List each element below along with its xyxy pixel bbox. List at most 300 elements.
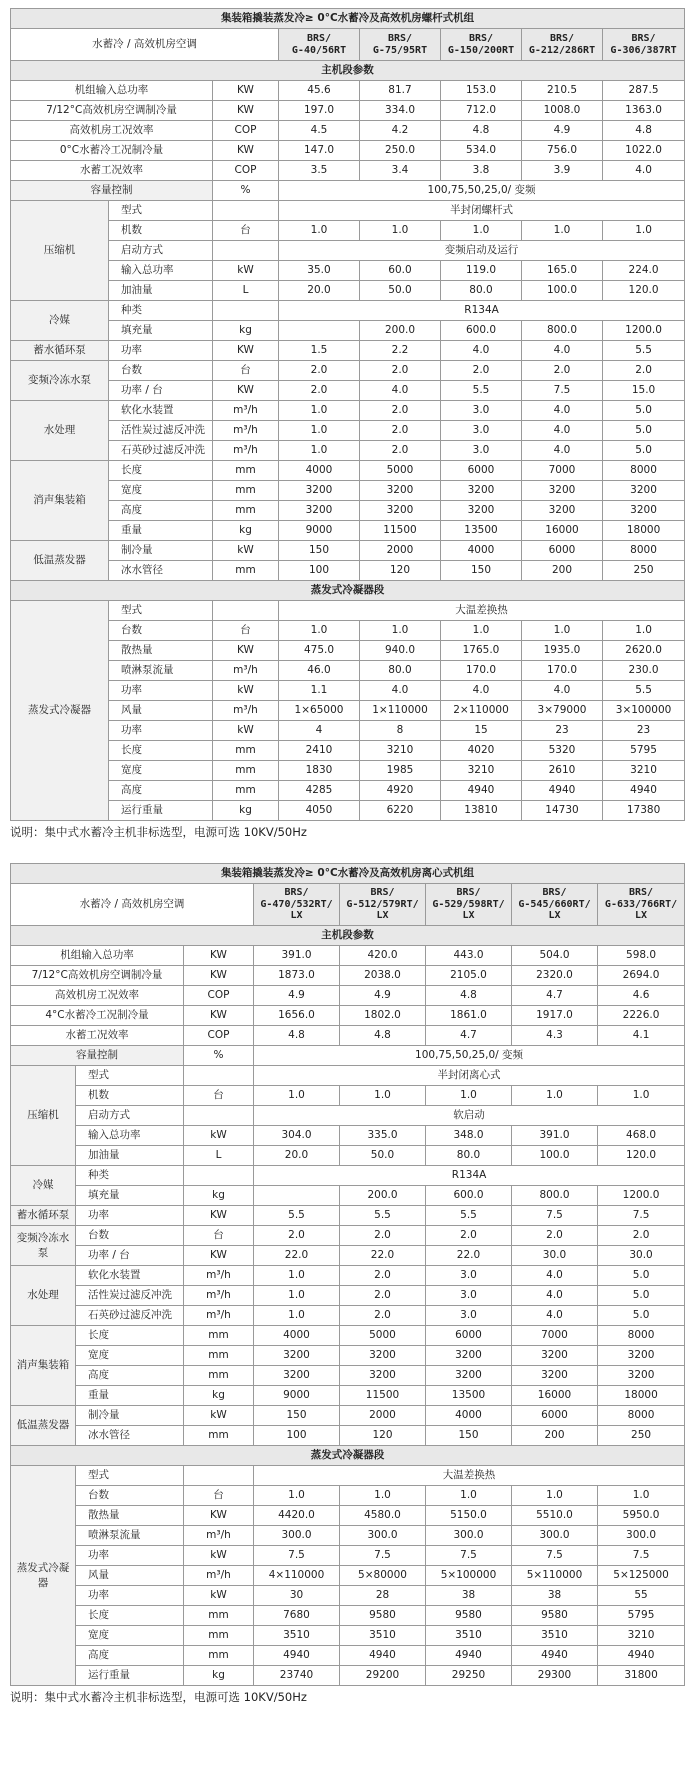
unit-cell: mm <box>184 1626 254 1646</box>
unit-cell: kg <box>184 1186 254 1206</box>
value-cell: 2610 <box>522 761 603 781</box>
value-cell: 3510 <box>512 1626 598 1646</box>
unit-cell: KW <box>184 1206 254 1226</box>
value-cell: 250.0 <box>360 141 441 161</box>
value-cell: 29200 <box>340 1666 426 1686</box>
value-cell: 13810 <box>441 801 522 821</box>
unit-cell: kW <box>184 1406 254 1426</box>
value-cell: 4285 <box>279 781 360 801</box>
section-row <box>11 926 685 946</box>
value-cell: 150 <box>279 541 360 561</box>
param-row <box>11 541 685 561</box>
unit-cell: kg <box>213 521 279 541</box>
value-cell: 7.5 <box>598 1206 685 1226</box>
value-cell: 3200 <box>603 501 685 521</box>
value-cell: 5.5 <box>441 381 522 401</box>
param-label: 活性炭过滤反冲洗 <box>76 1286 184 1306</box>
param-label: 型式 <box>109 201 213 221</box>
param-label: 机数 <box>76 1086 184 1106</box>
param-label: 散热量 <box>76 1506 184 1526</box>
group-label: 压缩机 <box>11 1066 76 1166</box>
param-row <box>11 1586 685 1606</box>
param-row <box>11 1006 685 1026</box>
value-cell: 4.0 <box>522 341 603 361</box>
value-cell: 1200.0 <box>598 1186 685 1206</box>
value-cell: 300.0 <box>340 1526 426 1546</box>
model-name: BRS/ G-512/579RT/ LX <box>340 884 426 926</box>
value-cell: 150 <box>254 1406 340 1426</box>
unit-cell: kW <box>213 261 279 281</box>
value-cell: 1.0 <box>598 1486 685 1506</box>
value-cell: 22.0 <box>426 1246 512 1266</box>
value-cell: 200.0 <box>360 321 441 341</box>
param-label: 长度 <box>109 461 213 481</box>
group-label: 消声集装箱 <box>11 1326 76 1406</box>
value-cell: 变频启动及运行 <box>279 241 685 261</box>
value-cell: 2.0 <box>340 1286 426 1306</box>
value-cell: 2694.0 <box>598 966 685 986</box>
value-cell: 4000 <box>279 461 360 481</box>
value-cell: 300.0 <box>254 1526 340 1546</box>
unit-cell: m³/h <box>184 1266 254 1286</box>
value-cell: 2.0 <box>279 361 360 381</box>
model-name: BRS/ G-633/766RT/ LX <box>598 884 685 926</box>
value-cell: 4×110000 <box>254 1566 340 1586</box>
value-cell: 3200 <box>512 1366 598 1386</box>
value-cell: 468.0 <box>598 1126 685 1146</box>
value-cell: 1200.0 <box>603 321 685 341</box>
param-row <box>11 1206 685 1226</box>
value-cell: 304.0 <box>254 1126 340 1146</box>
value-cell: 3×100000 <box>603 701 685 721</box>
value-cell: 80.0 <box>360 661 441 681</box>
value-cell: 2×110000 <box>441 701 522 721</box>
value-cell: 5.0 <box>598 1306 685 1326</box>
value-cell: 1.0 <box>426 1086 512 1106</box>
unit-cell: m³/h <box>184 1526 254 1546</box>
value-cell: 1.0 <box>254 1086 340 1106</box>
value-cell: 6000 <box>522 541 603 561</box>
param-label: 制冷量 <box>109 541 213 561</box>
value-cell: 5510.0 <box>512 1506 598 1526</box>
value-cell: 6220 <box>360 801 441 821</box>
value-cell: 2320.0 <box>512 966 598 986</box>
value-cell: 3.8 <box>441 161 522 181</box>
value-cell: 6000 <box>426 1326 512 1346</box>
param-label: 7/12°C高效机房空调制冷量 <box>11 966 184 986</box>
unit-cell: kW <box>213 681 279 701</box>
param-label: 高效机房工况效率 <box>11 986 184 1006</box>
value-cell: 120.0 <box>598 1146 685 1166</box>
value-cell: 2.0 <box>279 381 360 401</box>
table-title: 集装箱撬装蒸发冷≥ 0°C水蓄冷及高效机房离心式机组 <box>11 864 685 884</box>
group-label: 蒸发式冷凝器 <box>11 1466 76 1686</box>
param-row <box>11 1246 685 1266</box>
value-cell: 30.0 <box>598 1246 685 1266</box>
table-note-centrifugal: 说明：集中式水蓄冷主机非标选型，电源可选 10KV/50Hz <box>10 1690 307 1704</box>
model-name: BRS/ G-150/200RT <box>441 29 522 61</box>
value-cell: 598.0 <box>598 946 685 966</box>
unit-cell: KW <box>184 1006 254 1026</box>
value-cell: 4.0 <box>512 1286 598 1306</box>
value-cell: 15.0 <box>603 381 685 401</box>
header-label: 水蓄冷 / 高效机房空调 <box>11 884 254 926</box>
unit-cell: KW <box>213 141 279 161</box>
value-cell: 46.0 <box>279 661 360 681</box>
value-cell: 3210 <box>598 1626 685 1646</box>
param-row <box>11 221 685 241</box>
value-cell: 2.0 <box>360 421 441 441</box>
value-cell: 14730 <box>522 801 603 821</box>
param-label: 水蓄工况效率 <box>11 161 213 181</box>
unit-cell: KW <box>213 381 279 401</box>
value-cell: 2038.0 <box>340 966 426 986</box>
param-label: 散热量 <box>109 641 213 661</box>
unit-cell: COP <box>213 121 279 141</box>
unit-cell: m³/h <box>213 421 279 441</box>
value-cell: 119.0 <box>441 261 522 281</box>
section-row <box>11 61 685 81</box>
param-label: 长度 <box>109 741 213 761</box>
param-row <box>11 1106 685 1126</box>
unit-cell: mm <box>213 781 279 801</box>
value-cell: 1.0 <box>340 1486 426 1506</box>
param-row <box>11 1346 685 1366</box>
param-label: 填充量 <box>109 321 213 341</box>
value-cell: 287.5 <box>603 81 685 101</box>
value-cell: 2.0 <box>254 1226 340 1246</box>
param-label: 型式 <box>76 1066 184 1086</box>
model-name: BRS/ G-470/532RT/ LX <box>254 884 340 926</box>
value-cell: 16000 <box>522 521 603 541</box>
param-label: 台数 <box>76 1226 184 1246</box>
value-cell: 9000 <box>254 1386 340 1406</box>
param-label: 宽度 <box>109 481 213 501</box>
param-label: 4°C水蓄冷工况制冷量 <box>11 1006 184 1026</box>
unit-cell <box>184 1466 254 1486</box>
unit-cell: L <box>184 1146 254 1166</box>
value-cell: 5795 <box>598 1606 685 1626</box>
param-row <box>11 1286 685 1306</box>
value-cell: 1.0 <box>522 621 603 641</box>
value-cell: 4.0 <box>360 381 441 401</box>
unit-cell: mm <box>184 1646 254 1666</box>
section-title-main: 主机段参数 <box>11 926 685 946</box>
param-row <box>11 401 685 421</box>
param-row <box>11 1086 685 1106</box>
value-cell: 3200 <box>598 1346 685 1366</box>
value-cell: 81.7 <box>360 81 441 101</box>
value-cell: 4940 <box>340 1646 426 1666</box>
value-cell: 1022.0 <box>603 141 685 161</box>
group-label: 低温蒸发器 <box>11 1406 76 1446</box>
param-row <box>11 761 685 781</box>
unit-cell: mm <box>213 561 279 581</box>
value-cell: 230.0 <box>603 661 685 681</box>
value-cell: 5×110000 <box>512 1566 598 1586</box>
value-cell: 5×80000 <box>340 1566 426 1586</box>
value-cell: 4.0 <box>522 441 603 461</box>
param-label: 长度 <box>76 1606 184 1626</box>
unit-cell: 台 <box>184 1086 254 1106</box>
value-cell: 3200 <box>441 481 522 501</box>
param-label: 机数 <box>109 221 213 241</box>
value-cell: 2226.0 <box>598 1006 685 1026</box>
value-cell: 600.0 <box>441 321 522 341</box>
model-name: BRS/ G-40/56RT <box>279 29 360 61</box>
param-row <box>11 1146 685 1166</box>
value-cell: 4.0 <box>441 681 522 701</box>
value-cell: 4.0 <box>512 1266 598 1286</box>
value-cell: 4.9 <box>522 121 603 141</box>
value-cell: 200.0 <box>340 1186 426 1206</box>
param-row <box>11 641 685 661</box>
param-label: 冰水管径 <box>109 561 213 581</box>
value-cell: 4.0 <box>522 401 603 421</box>
unit-cell: COP <box>184 1026 254 1046</box>
value-cell: 3.0 <box>441 441 522 461</box>
value-cell: 5.5 <box>426 1206 512 1226</box>
value-cell: 1802.0 <box>340 1006 426 1026</box>
value-cell: 45.6 <box>279 81 360 101</box>
value-cell: 391.0 <box>254 946 340 966</box>
spec-table-screw <box>10 8 685 821</box>
param-row <box>11 481 685 501</box>
value-cell: 2000 <box>360 541 441 561</box>
value-cell: 3200 <box>254 1346 340 1366</box>
value-cell: 4.0 <box>441 341 522 361</box>
param-label: 功率 <box>76 1546 184 1566</box>
value-cell: 5000 <box>360 461 441 481</box>
unit-cell: 台 <box>213 221 279 241</box>
unit-cell: COP <box>213 161 279 181</box>
value-cell: 2105.0 <box>426 966 512 986</box>
unit-cell: KW <box>213 101 279 121</box>
value-cell: 11500 <box>340 1386 426 1406</box>
value-cell: 2.0 <box>522 361 603 381</box>
unit-cell: L <box>213 281 279 301</box>
value-cell: 80.0 <box>426 1146 512 1166</box>
value-cell: 4000 <box>441 541 522 561</box>
param-label: 输入总功率 <box>109 261 213 281</box>
value-cell: 1.0 <box>426 1486 512 1506</box>
value-cell: 4.0 <box>360 681 441 701</box>
param-row <box>11 1486 685 1506</box>
param-label: 高度 <box>109 781 213 801</box>
param-label: 风量 <box>76 1566 184 1586</box>
value-cell: 16000 <box>512 1386 598 1406</box>
model-name: BRS/ G-212/286RT <box>522 29 603 61</box>
param-label: 宽度 <box>76 1346 184 1366</box>
value-cell: 2.0 <box>360 361 441 381</box>
value-cell: 3.0 <box>441 401 522 421</box>
header-label: 水蓄冷 / 高效机房空调 <box>11 29 279 61</box>
unit-cell: COP <box>184 986 254 1006</box>
value-cell: 1363.0 <box>603 101 685 121</box>
value-cell: 3200 <box>360 481 441 501</box>
value-cell: 3200 <box>522 481 603 501</box>
value-cell: 3200 <box>522 501 603 521</box>
value-cell: 7.5 <box>522 381 603 401</box>
param-label: 0°C水蓄冷工况制冷量 <box>11 141 213 161</box>
value-cell: 38 <box>512 1586 598 1606</box>
value-cell: 120 <box>360 561 441 581</box>
param-label: 功率 <box>76 1206 184 1226</box>
value-cell: 3.0 <box>426 1306 512 1326</box>
value-cell: 170.0 <box>441 661 522 681</box>
value-cell: 443.0 <box>426 946 512 966</box>
param-row <box>11 501 685 521</box>
param-label: 软化水装置 <box>76 1266 184 1286</box>
value-cell: 4.1 <box>598 1026 685 1046</box>
value-cell: 4.7 <box>426 1026 512 1046</box>
value-cell: 120 <box>340 1426 426 1446</box>
param-row <box>11 1466 685 1486</box>
value-cell: 2.0 <box>441 361 522 381</box>
unit-cell: KW <box>184 1506 254 1526</box>
unit-cell: mm <box>213 741 279 761</box>
value-cell: 3200 <box>426 1366 512 1386</box>
param-label: 功率 <box>109 721 213 741</box>
param-label: 容量控制 <box>11 181 213 201</box>
group-label: 低温蒸发器 <box>11 541 109 581</box>
param-label: 机组输入总功率 <box>11 81 213 101</box>
value-cell: 4.0 <box>522 681 603 701</box>
value-cell: 8000 <box>598 1326 685 1346</box>
value-cell: 5.0 <box>598 1266 685 1286</box>
value-cell: 3200 <box>598 1366 685 1386</box>
value-cell: 100,75,50,25,0/ 变频 <box>254 1046 685 1066</box>
value-cell: 475.0 <box>279 641 360 661</box>
value-cell: 28 <box>340 1586 426 1606</box>
value-cell: 1.0 <box>340 1086 426 1106</box>
unit-cell <box>213 201 279 221</box>
value-cell: 5000 <box>340 1326 426 1346</box>
value-cell: 224.0 <box>603 261 685 281</box>
param-row <box>11 621 685 641</box>
table-title-row <box>11 864 685 884</box>
value-cell: 4.8 <box>441 121 522 141</box>
param-row <box>11 1666 685 1686</box>
value-cell: 197.0 <box>279 101 360 121</box>
group-label: 消声集装箱 <box>11 461 109 541</box>
param-label: 加油量 <box>76 1146 184 1166</box>
param-label: 水蓄工况效率 <box>11 1026 184 1046</box>
table-note-screw: 说明：集中式水蓄冷主机非标选型，电源可选 10KV/50Hz <box>10 825 307 839</box>
group-label: 蒸发式冷凝器 <box>11 601 109 821</box>
value-cell: 3510 <box>340 1626 426 1646</box>
value-cell: 22.0 <box>254 1246 340 1266</box>
value-cell: 5.0 <box>603 401 685 421</box>
value-cell: 4.0 <box>512 1306 598 1326</box>
value-cell: 2.0 <box>360 441 441 461</box>
value-cell: 5795 <box>603 741 685 761</box>
group-label: 水处理 <box>11 1266 76 1326</box>
param-label: 喷淋泵流量 <box>76 1526 184 1546</box>
model-header-row <box>11 29 685 61</box>
model-name: BRS/ G-529/598RT/ LX <box>426 884 512 926</box>
value-cell: 7.5 <box>512 1206 598 1226</box>
param-label: 输入总功率 <box>76 1126 184 1146</box>
section-row <box>11 1446 685 1466</box>
value-cell: 4.8 <box>603 121 685 141</box>
param-label: 功率 <box>76 1586 184 1606</box>
param-row <box>11 161 685 181</box>
value-cell: 4940 <box>522 781 603 801</box>
value-cell: 150 <box>426 1426 512 1446</box>
param-row <box>11 1526 685 1546</box>
value-cell: 大温差换热 <box>254 1466 685 1486</box>
unit-cell: kg <box>184 1386 254 1406</box>
value-cell: 3.0 <box>426 1286 512 1306</box>
model-name: BRS/ G-306/387RT <box>603 29 685 61</box>
value-cell: 4020 <box>441 741 522 761</box>
param-row <box>11 361 685 381</box>
value-cell: 4940 <box>441 781 522 801</box>
param-row <box>11 321 685 341</box>
group-label: 蓄水循环泵 <box>11 1206 76 1226</box>
param-label: 机组输入总功率 <box>11 946 184 966</box>
value-cell: 60.0 <box>360 261 441 281</box>
param-label: 型式 <box>76 1466 184 1486</box>
value-cell: 210.5 <box>522 81 603 101</box>
value-cell: 7.5 <box>512 1546 598 1566</box>
unit-cell: 台 <box>184 1226 254 1246</box>
value-cell: 3200 <box>603 481 685 501</box>
unit-cell: KW <box>184 1246 254 1266</box>
value-cell: 4940 <box>426 1646 512 1666</box>
value-cell <box>279 321 360 341</box>
value-cell: 2.0 <box>360 401 441 421</box>
table-title-row <box>11 9 685 29</box>
param-label: 运行重量 <box>109 801 213 821</box>
unit-cell: kg <box>213 801 279 821</box>
value-cell: 大温差换热 <box>279 601 685 621</box>
value-cell: 1.0 <box>603 621 685 641</box>
param-row <box>11 986 685 1006</box>
value-cell: 1985 <box>360 761 441 781</box>
value-cell: 1×65000 <box>279 701 360 721</box>
param-label: 石英砂过滤反冲洗 <box>109 441 213 461</box>
param-row <box>11 701 685 721</box>
value-cell: 3200 <box>441 501 522 521</box>
unit-cell: kW <box>184 1126 254 1146</box>
group-label: 蓄水循环泵 <box>11 341 109 361</box>
param-label: 重量 <box>76 1386 184 1406</box>
value-cell: 1.0 <box>279 221 360 241</box>
value-cell: R134A <box>279 301 685 321</box>
unit-cell: KW <box>184 946 254 966</box>
unit-cell <box>184 1106 254 1126</box>
value-cell: 1830 <box>279 761 360 781</box>
value-cell: R134A <box>254 1166 685 1186</box>
section-title-condenser: 蒸发式冷凝器段 <box>11 581 685 601</box>
value-cell: 29300 <box>512 1666 598 1686</box>
param-row <box>11 341 685 361</box>
param-row <box>11 1126 685 1146</box>
value-cell: 3.0 <box>426 1266 512 1286</box>
param-row <box>11 601 685 621</box>
value-cell: 7000 <box>522 461 603 481</box>
param-label: 喷淋泵流量 <box>109 661 213 681</box>
param-label: 加油量 <box>109 281 213 301</box>
value-cell: 712.0 <box>441 101 522 121</box>
unit-cell: mm <box>213 761 279 781</box>
value-cell: 8000 <box>598 1406 685 1426</box>
value-cell: 4940 <box>254 1646 340 1666</box>
param-row <box>11 201 685 221</box>
param-label: 台数 <box>109 361 213 381</box>
